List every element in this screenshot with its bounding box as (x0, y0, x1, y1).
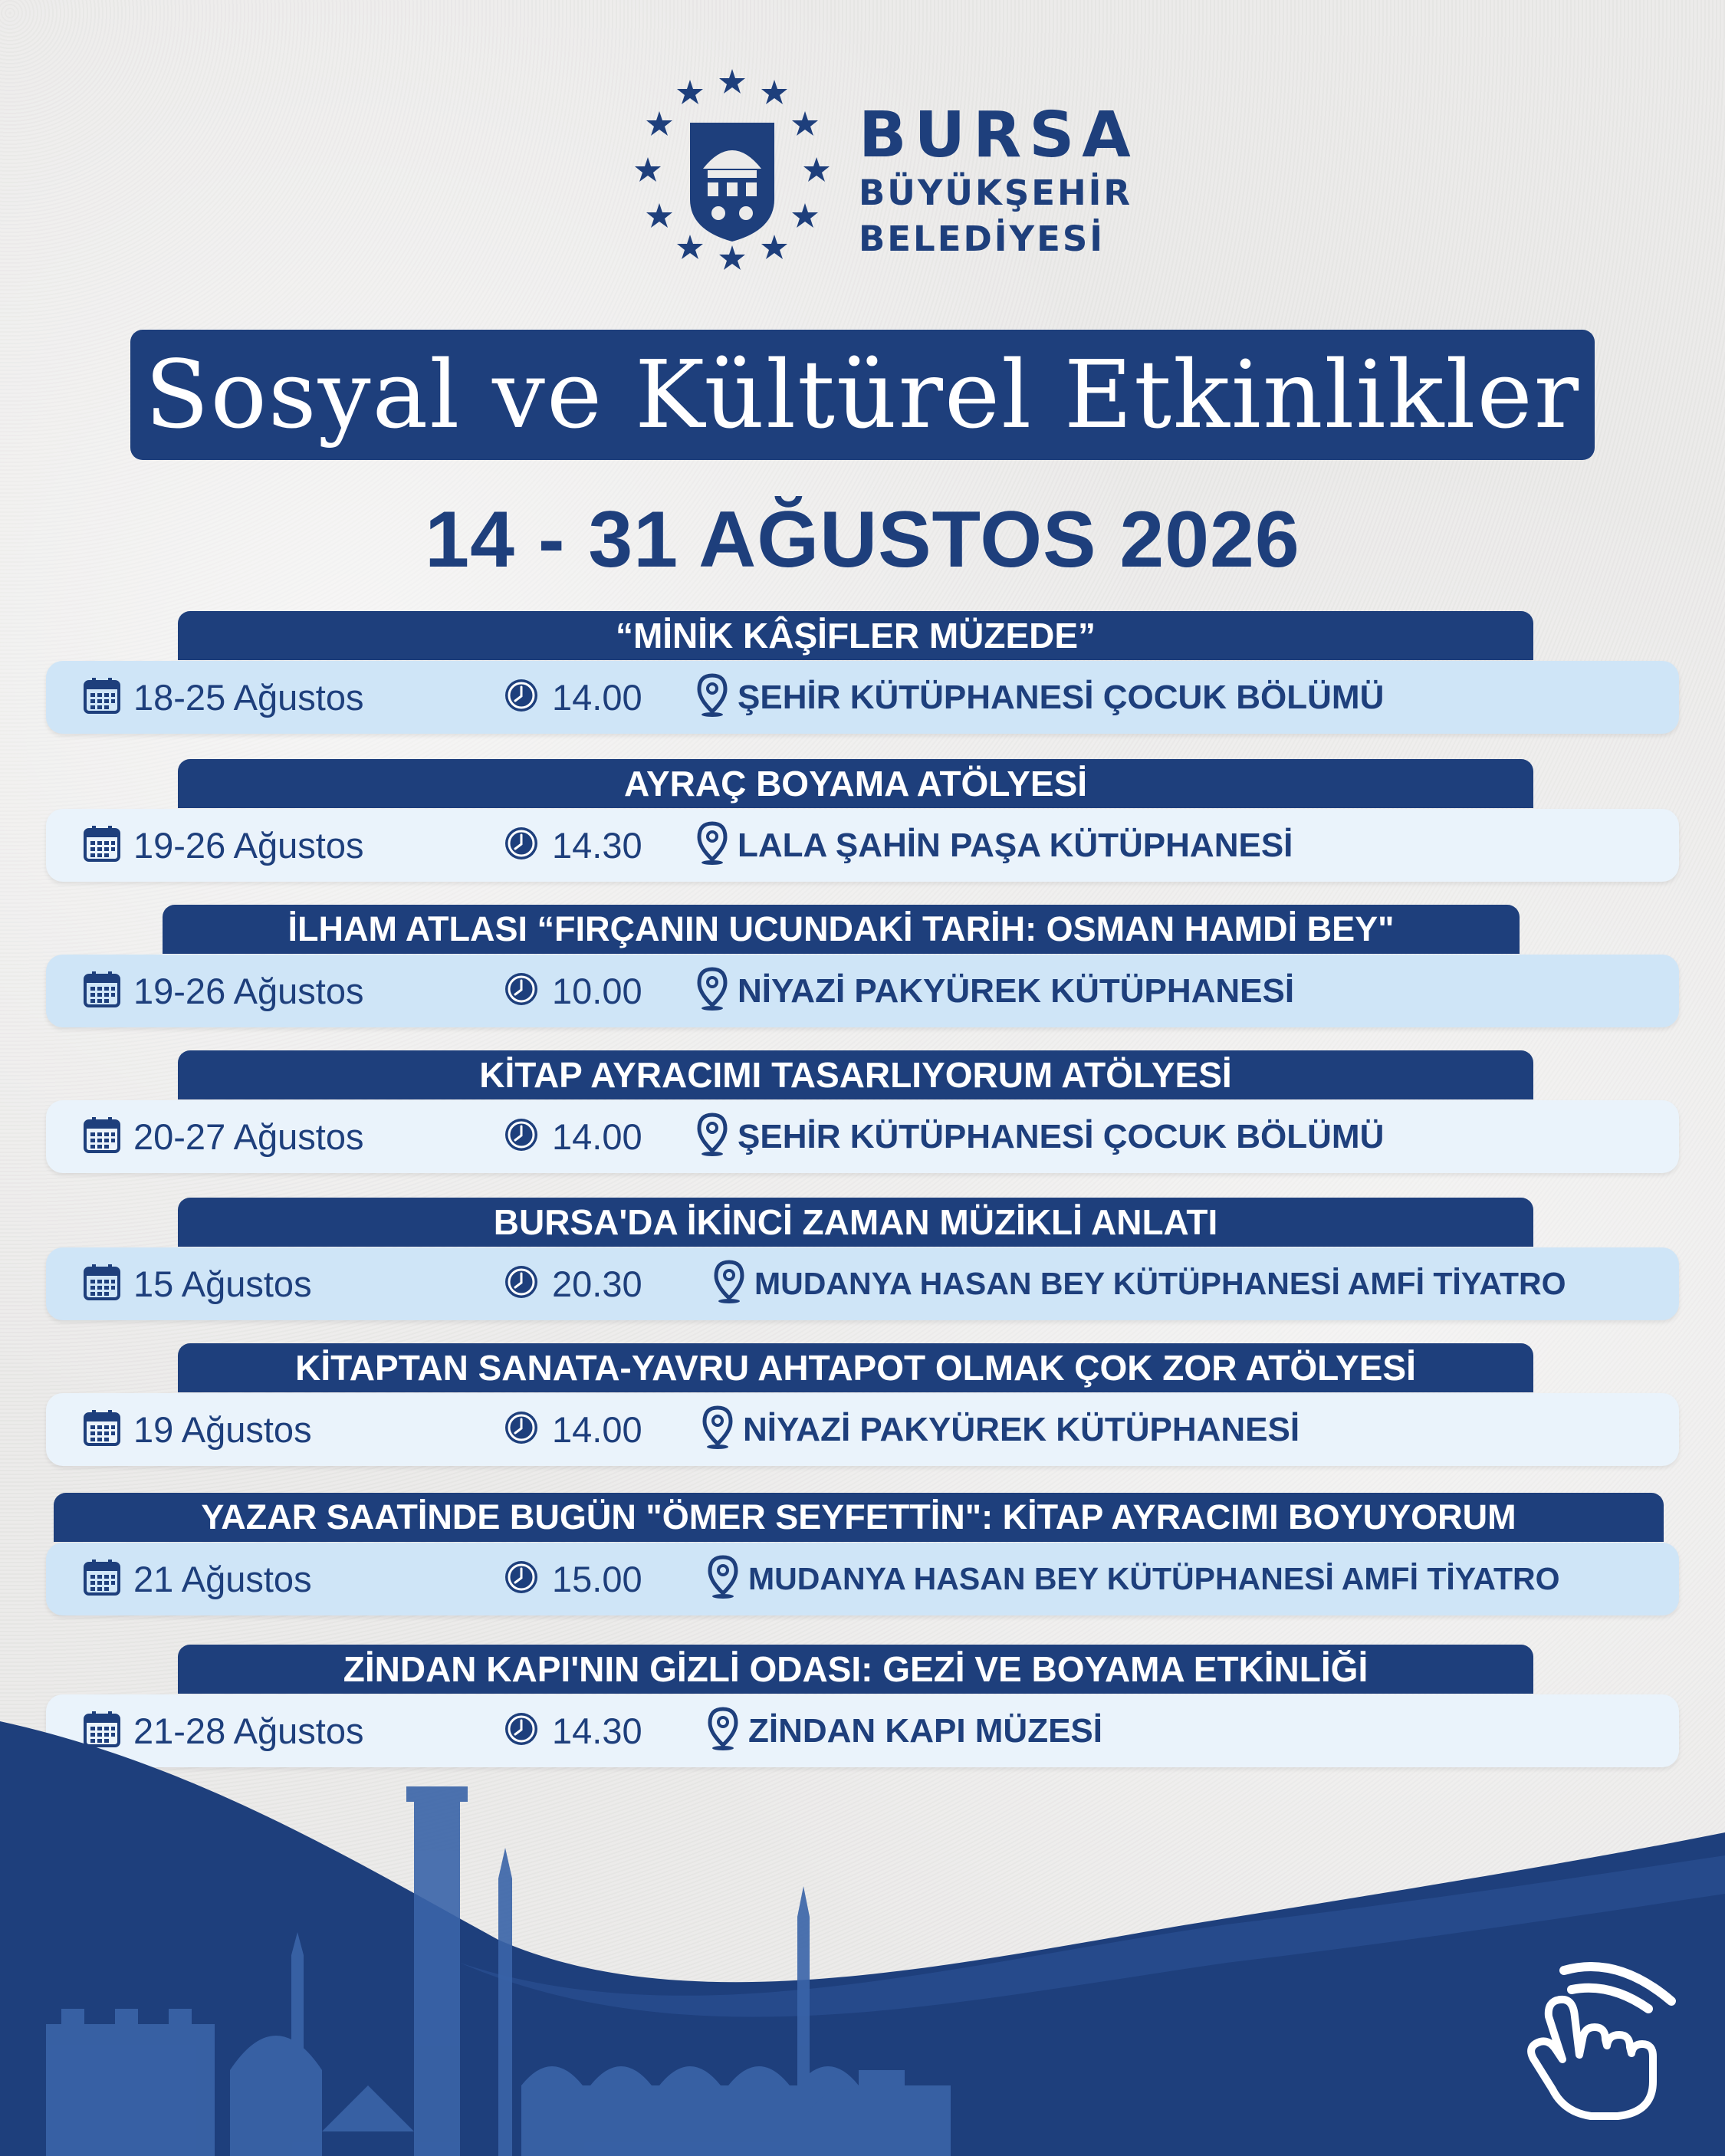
event-place-value: MUDANYA HASAN BEY KÜTÜPHANESİ AMFİ TİYATRO (754, 1266, 1566, 1301)
event-time-value: 15.00 (552, 1559, 642, 1599)
event-time-value: 10.00 (552, 971, 642, 1011)
event-time-value: 14.00 (552, 1116, 642, 1157)
event-date-value: 21-28 Ağustos (133, 1711, 364, 1751)
date-range-heading: 14 - 31 AĞUSTOS 2026 (425, 495, 1300, 584)
event-title: KİTAP AYRACIMI TASARLIYORUM ATÖLYESİ (178, 1050, 1533, 1099)
pointing-hand-icon (1518, 1947, 1687, 2124)
event-date-value: 19-26 Ağustos (133, 825, 364, 866)
event-title: İLHAM ATLASI “FIRÇANIN UCUNDAKİ TARİH: OSMAN HAMDİ BEY" (163, 905, 1520, 954)
event-title: YAZAR SAATİNDE BUGÜN "ÖMER SEYFETTİN": KİTAP AYRACIMI BOYUYORUM (54, 1493, 1664, 1542)
event-title: ZİNDAN KAPI'NIN GİZLİ ODASI: GEZİ VE BOYAMA ETKİNLİĞİ (178, 1645, 1533, 1694)
event-date-value: 19-26 Ağustos (133, 971, 364, 1011)
event-place-value: ŞEHİR KÜTÜPHANESİ ÇOCUK BÖLÜMÜ (738, 678, 1385, 716)
event-place-value: NİYAZİ PAKYÜREK KÜTÜPHANESİ (738, 971, 1295, 1010)
event-title: BURSA'DA İKİNCİ ZAMAN MÜZİKLİ ANLATI (178, 1198, 1533, 1247)
logo-line-belediyesi: BELEDİYESİ (859, 219, 1106, 259)
event-date-value: 18-25 Ağustos (133, 677, 364, 718)
event-date-value: 20-27 Ağustos (133, 1116, 364, 1157)
logo-line-bursa: BURSA (859, 99, 1138, 172)
event-place-value: LALA ŞAHİN PAŞA KÜTÜPHANESİ (738, 826, 1293, 864)
event-place-value: MUDANYA HASAN BEY KÜTÜPHANESİ AMFİ TİYATRO (748, 1561, 1560, 1596)
event-time-value: 20.30 (552, 1264, 642, 1304)
logo-line-buyuksehir: BÜYÜKŞEHİR (859, 173, 1133, 213)
event-time-value: 14.00 (552, 677, 642, 718)
event-place-value: ŞEHİR KÜTÜPHANESİ ÇOCUK BÖLÜMÜ (738, 1117, 1385, 1155)
event-time-value: 14.30 (552, 825, 642, 866)
event-date-value: 15 Ağustos (133, 1264, 312, 1304)
event-place-value: NİYAZİ PAKYÜREK KÜTÜPHANESİ (743, 1410, 1300, 1448)
event-title: KİTAPTAN SANATA-YAVRU AHTAPOT OLMAK ÇOK ZOR ATÖLYESİ (178, 1343, 1533, 1392)
event-title: AYRAÇ BOYAMA ATÖLYESİ (178, 759, 1533, 808)
page-title: Sosyal ve Kültürel Etkinlikler (144, 340, 1581, 449)
event-date-value: 21 Ağustos (133, 1559, 312, 1599)
event-title: “MİNİK KÂŞİFLER MÜZEDE” (178, 611, 1533, 660)
event-place-value: ZİNDAN KAPI MÜZESİ (748, 1711, 1102, 1750)
event-date-value: 19 Ağustos (133, 1409, 312, 1450)
event-time-value: 14.30 (552, 1711, 642, 1751)
event-time-value: 14.00 (552, 1409, 642, 1450)
